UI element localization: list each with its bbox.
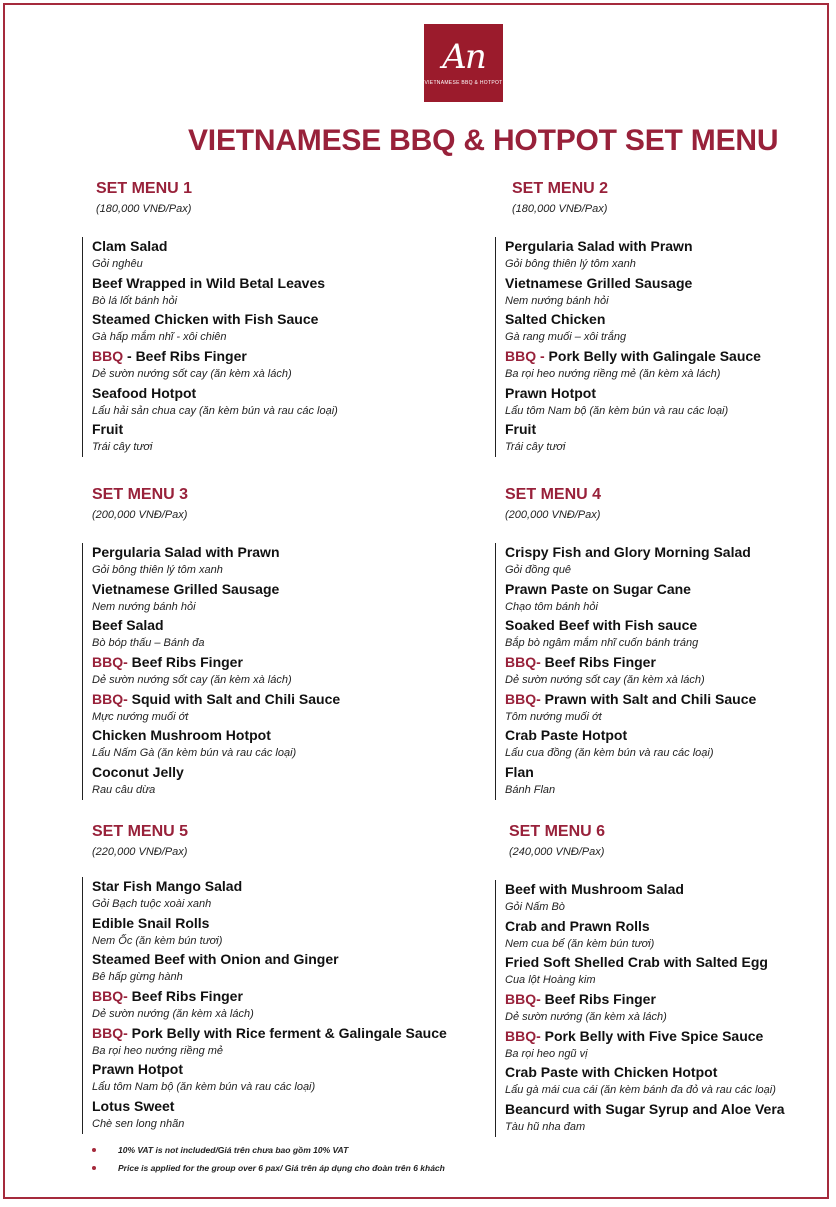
menu-item bbox=[505, 310, 761, 347]
menu-item-vietnamese: Chè sen long nhãn bbox=[92, 1118, 185, 1131]
set-menu-5-items bbox=[82, 877, 447, 1134]
menu-item-title: Prawn Hotpot bbox=[505, 384, 596, 401]
bbq-label: BBQ- bbox=[505, 1027, 541, 1044]
menu-item-title: Lotus Sweet bbox=[92, 1098, 175, 1115]
menu-item-name bbox=[505, 653, 756, 672]
menu-item bbox=[92, 310, 338, 347]
vat-note-text: 10% VAT is not included/Giá trên chưa bao gồm 10% VAT bbox=[118, 1145, 349, 1155]
bbq-label: BBQ- bbox=[92, 1024, 128, 1041]
menu-item bbox=[92, 347, 338, 384]
set-price: (200,000 VNĐ/Pax) bbox=[505, 509, 601, 521]
menu-item bbox=[505, 1100, 785, 1137]
menu-item-name bbox=[505, 237, 761, 256]
menu-item-vietnamese: Dẻ sườn nướng sốt cay (ăn kèm xà lách) bbox=[505, 674, 705, 687]
set-name: SET MENU 3 bbox=[92, 486, 189, 503]
menu-item bbox=[92, 653, 340, 690]
menu-item-name bbox=[92, 616, 340, 635]
menu-item-vietnamese: Tôm nướng muối ớt bbox=[505, 710, 602, 723]
menu-item-name bbox=[505, 274, 761, 293]
menu-item-title: Star Fish Mango Salad bbox=[92, 878, 243, 894]
set-name: SET MENU 4 bbox=[505, 486, 602, 503]
menu-item-vietnamese: Lẩu tôm Nam bộ (ăn kèm bún và rau các loại) bbox=[505, 404, 729, 417]
menu-item-vietnamese: Lẩu tôm Nam bộ (ăn kèm bún và rau các loại) bbox=[92, 1081, 316, 1094]
menu-item-name bbox=[92, 726, 340, 745]
menu-item-title: Beef Wrapped in Wild Betal Leaves bbox=[92, 274, 326, 291]
menu-item-vietnamese: Trái cây tươi bbox=[92, 441, 153, 454]
menu-item-name bbox=[505, 880, 785, 899]
menu-item-name bbox=[505, 543, 756, 562]
set-menu-1-items bbox=[82, 237, 338, 457]
menu-item-title: Crab Paste with Chicken Hotpot bbox=[505, 1064, 718, 1081]
menu-item-name bbox=[92, 763, 340, 782]
menu-item-title: Crab and Prawn Rolls bbox=[505, 917, 650, 934]
set-name: SET MENU 5 bbox=[92, 823, 189, 840]
menu-item-vietnamese: Gỏi Nấm Bò bbox=[505, 901, 565, 913]
menu-item-vietnamese: Bê hấp gừng hành bbox=[92, 971, 183, 984]
menu-item-name bbox=[92, 950, 447, 969]
footnotes bbox=[92, 1143, 445, 1179]
menu-item-name bbox=[505, 1027, 785, 1046]
menu-item bbox=[505, 917, 785, 954]
menu-item-name bbox=[505, 420, 761, 439]
menu-item bbox=[92, 420, 338, 457]
menu-item-vietnamese: Lẩu gà mái cua cái (ăn kèm bánh đa đỏ và rau các loại) bbox=[505, 1084, 776, 1097]
menu-item-title: Soaked Beef with Fish sauce bbox=[505, 617, 698, 634]
menu-item-vietnamese: Ba rọi heo ngũ vị bbox=[505, 1047, 588, 1060]
menu-item-name bbox=[505, 580, 756, 599]
menu-item-name bbox=[505, 616, 756, 635]
menu-item-vietnamese: Tàu hũ nha đam bbox=[505, 1121, 586, 1134]
menu-item bbox=[505, 274, 761, 311]
menu-item-title: Beancurd with Sugar Syrup and Aloe Vera bbox=[505, 1101, 785, 1118]
menu-item-vietnamese: Dẻ sườn nướng sốt cay (ăn kèm xà lách) bbox=[92, 674, 292, 687]
menu-item-vietnamese: Lẩu Nấm Gà (ăn kèm bún và rau các loại) bbox=[92, 747, 297, 760]
set-menu-2-items bbox=[495, 237, 761, 457]
menu-item-name bbox=[92, 384, 338, 403]
set-menu-1-header bbox=[96, 180, 192, 215]
bbq-label: BBQ- bbox=[92, 654, 128, 671]
menu-item bbox=[92, 950, 447, 987]
menu-item bbox=[92, 274, 338, 311]
menu-item bbox=[505, 763, 756, 800]
bullet-icon bbox=[92, 1148, 96, 1152]
menu-item-name bbox=[505, 1100, 785, 1119]
menu-item-name bbox=[92, 420, 338, 439]
menu-item-name bbox=[505, 990, 785, 1009]
menu-item-title: Pork Belly with Galingale Sauce bbox=[544, 348, 761, 365]
menu-item-vietnamese: Gà rang muối – xôi trắng bbox=[505, 331, 627, 344]
menu-item bbox=[92, 580, 340, 617]
menu-item-vietnamese: Ba rọi heo nướng riềng mẻ bbox=[92, 1044, 224, 1057]
menu-item bbox=[505, 420, 761, 457]
menu-item bbox=[92, 237, 338, 274]
menu-item bbox=[505, 1063, 785, 1100]
menu-item-title: Beef Ribs Finger bbox=[540, 654, 656, 671]
menu-item-vietnamese: Gà hấp mắm nhĩ - xôi chiên bbox=[92, 331, 227, 344]
menu-item-title: Steamed Beef with Onion and Ginger bbox=[92, 951, 339, 968]
menu-item-title: Beef Ribs Finger bbox=[127, 988, 243, 1005]
menu-item-name bbox=[92, 877, 447, 896]
set-price: (240,000 VNĐ/Pax) bbox=[509, 846, 605, 858]
menu-item-vietnamese: Nem Ốc (ăn kèm bún tươi) bbox=[92, 934, 223, 947]
menu-item-title: Beef with Mushroom Salad bbox=[505, 881, 684, 897]
menu-item bbox=[505, 990, 785, 1027]
logo-tagline: VIETNAMESE BBQ & HOTPOT bbox=[424, 80, 503, 86]
bbq-label: BBQ- bbox=[92, 690, 128, 707]
menu-item-vietnamese: Bắp bò ngâm mắm nhĩ cuốn bánh tráng bbox=[505, 637, 699, 650]
menu-item-vietnamese: Chạo tôm bánh hỏi bbox=[505, 600, 598, 613]
menu-item bbox=[92, 987, 447, 1024]
menu-item-title: Prawn Hotpot bbox=[92, 1061, 183, 1078]
logo-mark: An bbox=[442, 37, 485, 77]
restaurant-logo bbox=[424, 24, 503, 102]
group-note bbox=[92, 1161, 445, 1179]
menu-item-vietnamese: Nem cua bể (ăn kèm bún tươi) bbox=[505, 937, 655, 950]
menu-item-title: Beef Ribs Finger bbox=[540, 991, 656, 1008]
menu-item-vietnamese: Trái cây tươi bbox=[505, 441, 566, 454]
menu-item bbox=[92, 1060, 447, 1097]
set-menu-6-header bbox=[509, 823, 605, 858]
bbq-label: BBQ- bbox=[505, 654, 541, 671]
bbq-label: BBQ- bbox=[92, 988, 128, 1005]
menu-item-vietnamese: Bánh Flan bbox=[505, 784, 556, 797]
menu-item-name bbox=[92, 914, 447, 933]
menu-item bbox=[92, 877, 447, 914]
menu-item-name bbox=[505, 690, 756, 709]
set-menu-5-header bbox=[92, 823, 188, 858]
menu-item-title: Beef Salad bbox=[92, 617, 164, 634]
menu-item-vietnamese: Bò bóp thấu – Bánh đa bbox=[92, 637, 205, 650]
set-menu-6-items bbox=[495, 880, 785, 1137]
menu-item bbox=[505, 580, 756, 617]
menu-item-vietnamese: Cua lột Hoàng kim bbox=[505, 974, 596, 987]
menu-item-name bbox=[92, 987, 447, 1006]
menu-item-title: Salted Chicken bbox=[505, 311, 606, 328]
menu-item-title: Clam Salad bbox=[92, 238, 168, 254]
menu-item bbox=[505, 880, 785, 917]
menu-item-name bbox=[92, 1097, 447, 1116]
set-menu-4-items bbox=[495, 543, 756, 800]
bullet-icon bbox=[92, 1166, 96, 1170]
menu-item-vietnamese: Lẩu cua đồng (ăn kèm bún và rau các loại) bbox=[505, 747, 714, 760]
set-name: SET MENU 6 bbox=[509, 823, 606, 840]
menu-item bbox=[505, 690, 756, 727]
menu-item-vietnamese: Gỏi đồng quê bbox=[505, 564, 572, 576]
menu-item-vietnamese: Ba rọi heo nướng riềng mẻ (ăn kèm xà lách) bbox=[505, 368, 721, 381]
menu-item bbox=[505, 347, 761, 384]
menu-item-name bbox=[505, 953, 785, 972]
menu-item-title: Pergularia Salad with Prawn bbox=[505, 238, 693, 254]
menu-item bbox=[92, 726, 340, 763]
menu-item-vietnamese: Rau câu dừa bbox=[92, 784, 156, 797]
menu-item-title: Chicken Mushroom Hotpot bbox=[92, 727, 271, 744]
menu-item-title: Steamed Chicken with Fish Sauce bbox=[92, 311, 319, 328]
menu-item bbox=[92, 690, 340, 727]
menu-item-vietnamese: Bò lá lốt bánh hỏi bbox=[92, 294, 178, 307]
menu-item bbox=[92, 914, 447, 951]
menu-item bbox=[505, 1027, 785, 1064]
menu-item bbox=[92, 616, 340, 653]
menu-item-name bbox=[92, 1024, 447, 1043]
menu-item-vietnamese: Gỏi nghêu bbox=[92, 258, 143, 270]
menu-item-vietnamese: Mực nướng muối ớt bbox=[92, 710, 189, 723]
bbq-label: BBQ - bbox=[505, 348, 545, 365]
menu-item-name bbox=[505, 310, 761, 329]
menu-item-title: Seafood Hotpot bbox=[92, 384, 197, 401]
menu-item-title: Pork Belly with Five Spice Sauce bbox=[540, 1027, 764, 1044]
menu-item-title: Pork Belly with Rice ferment & Galingale Sauce bbox=[127, 1024, 447, 1041]
set-price: (200,000 VNĐ/Pax) bbox=[92, 509, 188, 521]
menu-item-title: Prawn with Salt and Chili Sauce bbox=[540, 690, 757, 707]
menu-item bbox=[505, 616, 756, 653]
menu-item-title: Pergularia Salad with Prawn bbox=[92, 544, 280, 560]
set-name: SET MENU 1 bbox=[96, 180, 193, 197]
set-menu-4-header bbox=[505, 486, 601, 521]
menu-item-vietnamese: Nem nướng bánh hỏi bbox=[92, 600, 196, 613]
menu-item-name bbox=[505, 347, 761, 366]
vat-note bbox=[92, 1143, 445, 1161]
menu-item bbox=[92, 1024, 447, 1061]
bbq-label: BBQ- bbox=[505, 991, 541, 1008]
menu-item-name bbox=[92, 653, 340, 672]
menu-item bbox=[92, 763, 340, 800]
menu-item-name bbox=[92, 543, 340, 562]
menu-item bbox=[92, 543, 340, 580]
set-name: SET MENU 2 bbox=[512, 180, 609, 197]
set-menu-3-items bbox=[82, 543, 340, 800]
menu-item-title: Coconut Jelly bbox=[92, 764, 184, 781]
menu-item-name bbox=[92, 347, 338, 366]
menu-item-name bbox=[505, 763, 756, 782]
menu-item-name bbox=[505, 917, 785, 936]
menu-item bbox=[505, 237, 761, 274]
bbq-label: BBQ bbox=[92, 348, 124, 365]
menu-item-name bbox=[505, 726, 756, 745]
set-menu-2-header bbox=[512, 180, 608, 215]
set-price: (220,000 VNĐ/Pax) bbox=[92, 846, 188, 858]
menu-item-title: Fruit bbox=[92, 421, 124, 438]
menu-item-title: Crispy Fish and Glory Morning Salad bbox=[505, 544, 751, 560]
menu-item-vietnamese: Lẩu hải sản chua cay (ăn kèm bún và rau các loại) bbox=[92, 404, 338, 417]
menu-item bbox=[92, 1097, 447, 1134]
set-price: (180,000 VNĐ/Pax) bbox=[96, 203, 192, 215]
menu-item bbox=[505, 653, 756, 690]
menu-item-name bbox=[92, 310, 338, 329]
set-menu-3-header bbox=[92, 486, 188, 521]
menu-item-title: Prawn Paste on Sugar Cane bbox=[505, 580, 691, 597]
menu-item-name bbox=[92, 1060, 447, 1079]
menu-item-title: Flan bbox=[505, 764, 534, 781]
group-note-text: Price is applied for the group over 6 pax/ Giá trên áp dụng cho đoàn trên 6 khách bbox=[118, 1163, 445, 1173]
menu-item-title: Fruit bbox=[505, 421, 537, 438]
menu-item-name bbox=[92, 274, 338, 293]
menu-item-title: - Beef Ribs Finger bbox=[123, 348, 247, 365]
menu-item-vietnamese: Gỏi bông thiên lý tôm xanh bbox=[505, 258, 636, 270]
menu-item-name bbox=[92, 580, 340, 599]
menu-item-vietnamese: Dẻ sườn nướng (ăn kèm xà lách) bbox=[505, 1011, 667, 1024]
menu-item-title: Vietnamese Grilled Sausage bbox=[92, 580, 280, 597]
menu-item-title: Vietnamese Grilled Sausage bbox=[505, 274, 693, 291]
menu-item-name bbox=[505, 1063, 785, 1082]
menu-item-vietnamese: Nem nướng bánh hỏi bbox=[505, 294, 609, 307]
menu-item-name bbox=[92, 237, 338, 256]
menu-item-title: Fried Soft Shelled Crab with Salted Egg bbox=[505, 954, 768, 971]
menu-item-vietnamese: Dẻ sườn nướng sốt cay (ăn kèm xà lách) bbox=[92, 368, 292, 381]
menu-item-vietnamese: Dẻ sườn nướng (ăn kèm xà lách) bbox=[92, 1008, 254, 1021]
menu-item-vietnamese: Gỏi Bạch tuộc xoài xanh bbox=[92, 898, 212, 910]
menu-item-title: Crab Paste Hotpot bbox=[505, 727, 628, 744]
menu-item-name bbox=[505, 384, 761, 403]
menu-item bbox=[505, 726, 756, 763]
menu-item bbox=[505, 543, 756, 580]
menu-item-title: Squid with Salt and Chili Sauce bbox=[127, 690, 341, 707]
menu-item-vietnamese: Gỏi bông thiên lý tôm xanh bbox=[92, 564, 223, 576]
set-price: (180,000 VNĐ/Pax) bbox=[512, 203, 608, 215]
menu-item-title: Beef Ribs Finger bbox=[127, 654, 243, 671]
bbq-label: BBQ- bbox=[505, 690, 541, 707]
menu-title: VIETNAMESE BBQ & HOTPOT SET MENU bbox=[188, 124, 779, 157]
menu-item bbox=[505, 953, 785, 990]
menu-item bbox=[505, 384, 761, 421]
menu-item-name bbox=[92, 690, 340, 709]
menu-item bbox=[92, 384, 338, 421]
menu-item-title: Edible Snail Rolls bbox=[92, 914, 210, 931]
